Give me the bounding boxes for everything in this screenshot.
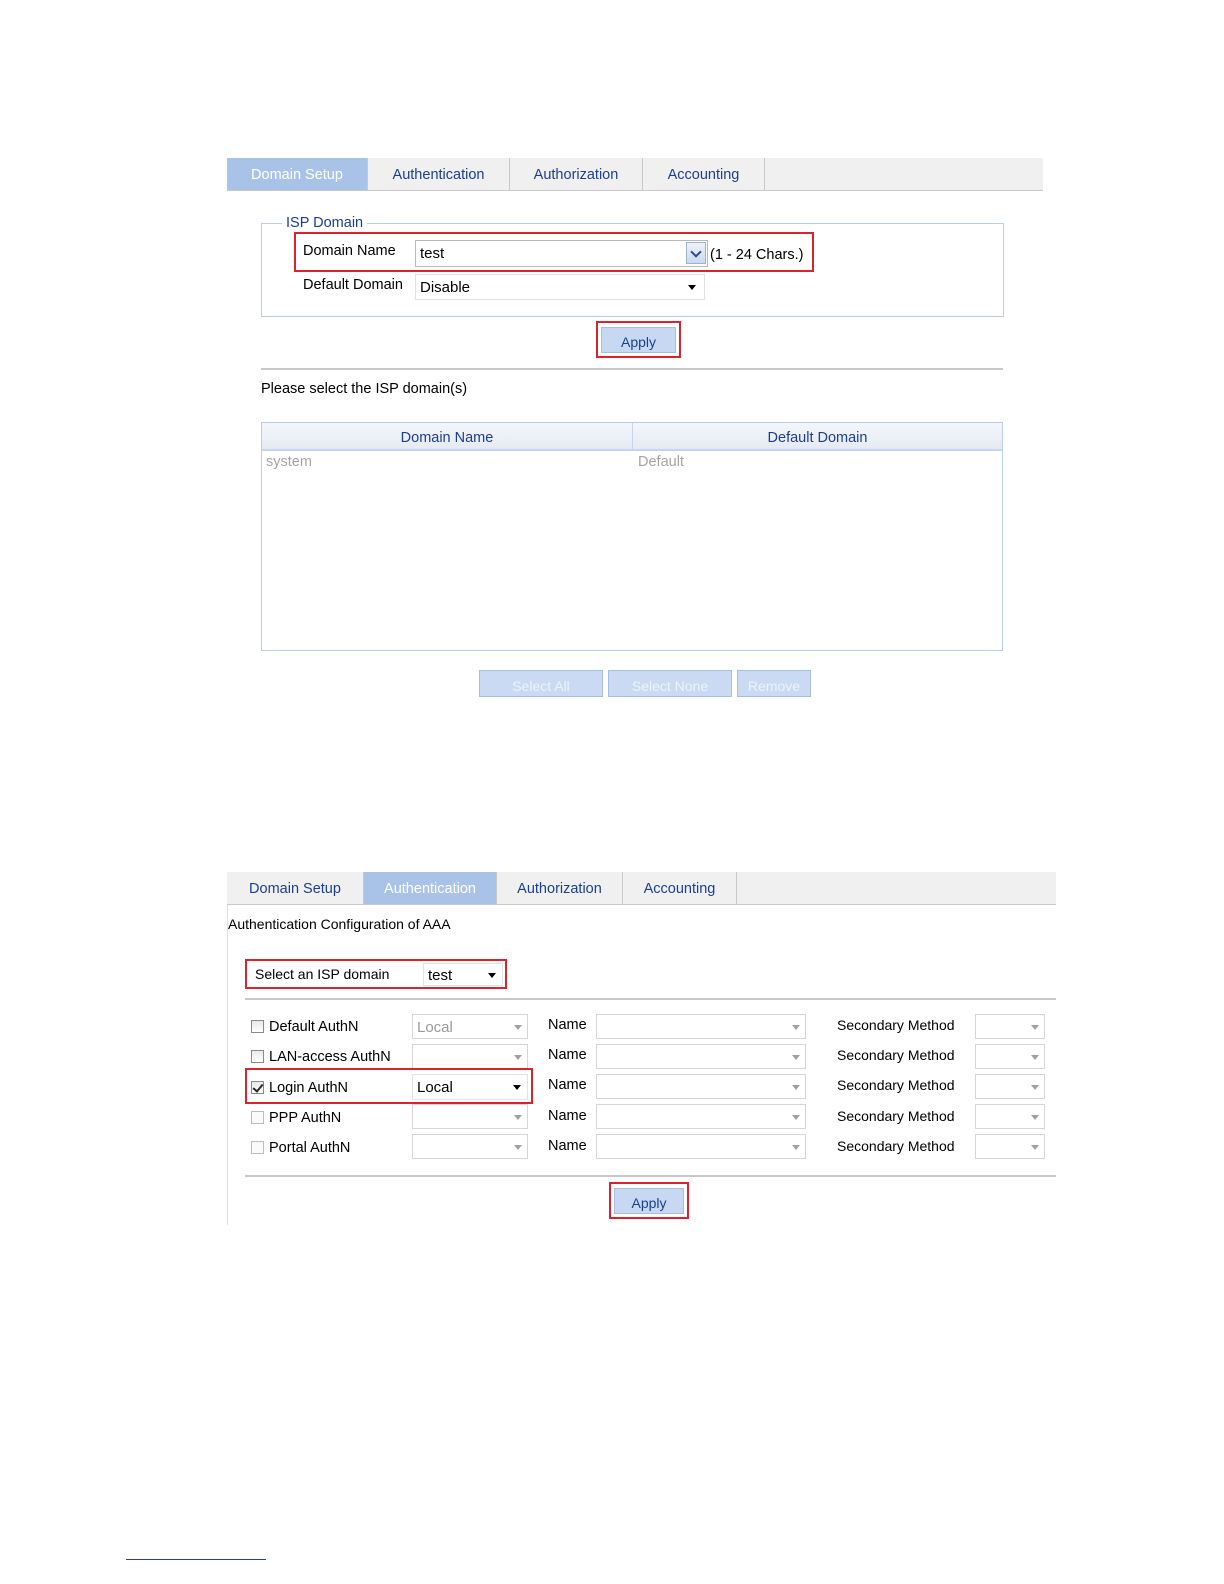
secondary-method-label: Secondary Method	[837, 1077, 955, 1093]
tab-authorization[interactable]: Authorization	[510, 158, 643, 190]
lan-access-authn-label: LAN-access AuthN	[269, 1049, 391, 1065]
tab-authentication[interactable]: Authentication	[364, 872, 497, 904]
dropdown-arrow-icon	[1031, 1085, 1039, 1090]
login-authn-checkbox[interactable]	[251, 1081, 264, 1094]
login-authn-name-select[interactable]	[596, 1074, 806, 1099]
domain-name-label: Domain Name	[303, 243, 396, 259]
default-domain-value: Disable	[420, 279, 471, 296]
default-domain-label: Default Domain	[303, 277, 403, 293]
tab-authentication[interactable]: Authentication	[368, 158, 510, 190]
dropdown-arrow-icon	[514, 1025, 522, 1030]
domain-name-combobox[interactable]	[415, 240, 708, 267]
apply-button[interactable]: Apply	[614, 1188, 684, 1214]
default-authn-name-select[interactable]	[596, 1014, 806, 1039]
table-cell-domain: system	[266, 454, 312, 470]
ppp-authn-name-select[interactable]	[596, 1104, 806, 1129]
login-authn-label: Login AuthN	[269, 1080, 349, 1096]
tab-authorization[interactable]: Authorization	[497, 872, 623, 904]
name-label: Name	[548, 1047, 587, 1063]
tab-accounting[interactable]: Accounting	[623, 872, 737, 904]
isp-select-label: Select an ISP domain	[255, 966, 390, 982]
portal-authn-checkbox[interactable]	[251, 1141, 264, 1154]
dropdown-arrow-icon	[792, 1115, 800, 1120]
select-none-button[interactable]: Select None	[608, 670, 732, 697]
left-border	[227, 905, 228, 1225]
login-authn-method-value: Local	[417, 1079, 453, 1096]
domain-name-hint: (1 - 24 Chars.)	[710, 247, 804, 263]
dropdown-arrow-icon	[688, 285, 696, 290]
column-header-domain-name[interactable]: Domain Name	[262, 423, 633, 451]
secondary-method-label: Secondary Method	[837, 1138, 955, 1154]
secondary-method-label: Secondary Method	[837, 1108, 955, 1124]
dropdown-arrow-icon	[792, 1025, 800, 1030]
isp-domain-select[interactable]	[423, 963, 503, 986]
column-header-default-domain[interactable]: Default Domain	[633, 423, 1002, 451]
divider-1	[261, 368, 1003, 370]
divider-3	[245, 1175, 1056, 1177]
default-domain-select[interactable]	[415, 274, 705, 300]
ppp-authn-label: PPP AuthN	[269, 1110, 342, 1126]
default-authn-secondary-select[interactable]	[975, 1014, 1045, 1039]
portal-authn-method-select[interactable]	[412, 1134, 528, 1159]
ppp-authn-method-select[interactable]	[412, 1104, 528, 1129]
dropdown-arrow-icon	[488, 973, 496, 978]
name-label: Name	[548, 1108, 587, 1124]
tab-domain-setup[interactable]: Domain Setup	[227, 872, 364, 904]
tab-bar-auth	[227, 872, 1056, 905]
name-label: Name	[548, 1138, 587, 1154]
select-domain-prompt: Please select the ISP domain(s)	[261, 381, 468, 397]
default-authn-method-select[interactable]	[412, 1014, 528, 1039]
dropdown-arrow-icon	[1031, 1055, 1039, 1060]
default-authn-method-value: Local	[417, 1019, 453, 1036]
footnote-rule	[126, 1559, 266, 1560]
name-label: Name	[548, 1017, 587, 1033]
lan-access-authn-checkbox[interactable]	[251, 1050, 264, 1063]
portal-authn-secondary-select[interactable]	[975, 1134, 1045, 1159]
tab-bar-domain	[227, 158, 1043, 191]
table-row[interactable]	[262, 453, 1002, 475]
secondary-method-label: Secondary Method	[837, 1017, 955, 1033]
dropdown-arrow-icon	[514, 1145, 522, 1150]
dropdown-arrow-icon	[514, 1055, 522, 1060]
isp-domain-legend: ISP Domain	[286, 215, 364, 231]
divider-2	[245, 998, 1056, 1000]
login-authn-method-select[interactable]	[412, 1074, 528, 1100]
ppp-authn-checkbox[interactable]	[251, 1111, 264, 1124]
ppp-authn-secondary-select[interactable]	[975, 1104, 1045, 1129]
domain-table	[261, 422, 1003, 651]
dropdown-arrow-icon	[792, 1145, 800, 1150]
dropdown-arrow-icon	[513, 1085, 521, 1090]
dropdown-arrow-icon	[514, 1115, 522, 1120]
domain-name-value: test	[420, 245, 445, 262]
remove-button[interactable]: Remove	[737, 670, 811, 697]
checkmark-icon	[252, 1081, 263, 1093]
lan-access-authn-name-select[interactable]	[596, 1044, 806, 1069]
table-cell-default: Default	[638, 454, 684, 470]
dropdown-arrow-icon	[1031, 1115, 1039, 1120]
chevron-down-icon[interactable]	[686, 242, 706, 264]
apply-button[interactable]: Apply	[601, 327, 676, 353]
lan-access-authn-secondary-select[interactable]	[975, 1044, 1045, 1069]
name-label: Name	[548, 1077, 587, 1093]
dropdown-arrow-icon	[792, 1055, 800, 1060]
dropdown-arrow-icon	[1031, 1145, 1039, 1150]
dropdown-arrow-icon	[792, 1085, 800, 1090]
isp-domain-value: test	[428, 967, 453, 984]
lan-access-authn-method-select[interactable]	[412, 1044, 528, 1069]
tab-accounting[interactable]: Accounting	[643, 158, 765, 190]
login-authn-secondary-select[interactable]	[975, 1074, 1045, 1099]
dropdown-arrow-icon	[1031, 1025, 1039, 1030]
portal-authn-label: Portal AuthN	[269, 1140, 351, 1156]
auth-heading: Authentication Configuration of AAA	[228, 916, 451, 932]
secondary-method-label: Secondary Method	[837, 1047, 955, 1063]
portal-authn-name-select[interactable]	[596, 1134, 806, 1159]
default-authn-checkbox[interactable]	[251, 1020, 264, 1033]
default-authn-label: Default AuthN	[269, 1019, 359, 1035]
tab-domain-setup[interactable]: Domain Setup	[227, 158, 368, 190]
select-all-button[interactable]: Select All	[479, 670, 603, 697]
